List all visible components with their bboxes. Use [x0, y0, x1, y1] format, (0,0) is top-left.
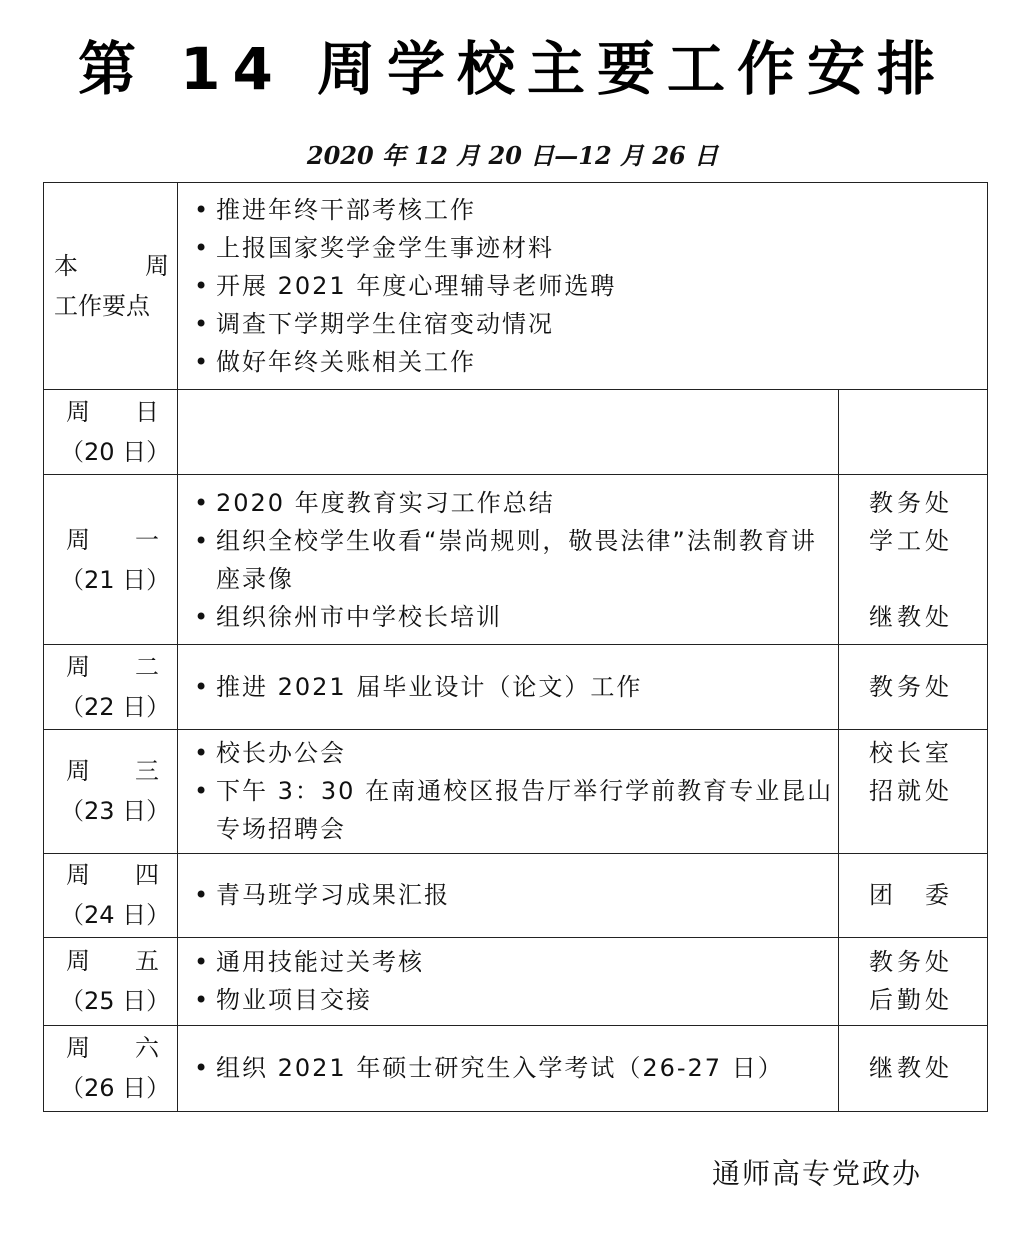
day-row-sunday	[44, 390, 988, 475]
day-name-a: 周	[66, 757, 90, 786]
day-tasks	[178, 853, 839, 937]
day-label	[44, 729, 178, 853]
key-point-item: • 上报国家奖学金学生事迹材料	[194, 229, 987, 267]
day-depts	[839, 390, 988, 475]
day-date: （23 日）	[60, 797, 171, 826]
task-item: • 2020 年度教育实习工作总结	[194, 484, 838, 522]
dept-label: 继教处	[869, 602, 953, 631]
day-tasks	[178, 1025, 839, 1111]
dept-label: 校长室	[869, 739, 953, 768]
task-item: • 下午 3：30 在南通校区报告厅举行学前教育专业昆山专场招聘会	[194, 772, 838, 848]
dept-label: 继教处	[869, 1054, 953, 1083]
issuer-signature: 通师高专党政办	[712, 1157, 923, 1190]
task-item: • 推进 2021 届毕业设计（论文）工作	[194, 668, 838, 706]
dept-label: 教务处	[869, 488, 953, 517]
day-tasks	[178, 729, 839, 853]
task-item: • 校长办公会	[194, 734, 838, 772]
day-name-a: 周	[66, 398, 90, 427]
dept-label: 教务处	[869, 948, 953, 977]
day-label	[44, 475, 178, 645]
day-name-b: 一	[135, 525, 159, 554]
task-item: • 物业项目交接	[194, 981, 838, 1019]
day-label	[44, 645, 178, 729]
day-tasks	[178, 475, 839, 645]
day-date: （20 日）	[60, 438, 171, 467]
day-depts	[839, 729, 988, 853]
key-points-cell	[178, 183, 988, 390]
key-point-item: • 调查下学期学生住宿变动情况	[194, 305, 987, 343]
day-depts	[839, 645, 988, 729]
day-depts	[839, 1025, 988, 1111]
day-label	[44, 937, 178, 1025]
day-depts	[839, 937, 988, 1025]
dept-label: 团 委	[869, 881, 953, 910]
key-point-item: • 推进年终干部考核工作	[194, 191, 987, 229]
day-tasks	[178, 937, 839, 1025]
dept-label	[869, 560, 987, 598]
key-points-label-b: 周	[145, 252, 169, 281]
key-points-row	[44, 183, 988, 390]
key-point-item: • 做好年终关账相关工作	[194, 343, 987, 381]
dept-label	[869, 810, 987, 848]
day-date: （21 日）	[60, 565, 171, 594]
day-row-thursday	[44, 853, 988, 937]
day-name-b: 四	[135, 861, 159, 890]
key-point-item: • 开展 2021 年度心理辅导老师选聘	[194, 267, 987, 305]
day-depts	[839, 475, 988, 645]
key-points-label	[44, 183, 178, 390]
task-item: • 组织徐州市中学校长培训	[194, 598, 838, 636]
day-date: （24 日）	[60, 901, 171, 930]
day-label	[44, 853, 178, 937]
dept-label: 教务处	[869, 673, 953, 701]
key-points-label-line2: 工作要点	[54, 292, 150, 321]
key-points-label-a: 本	[54, 252, 78, 281]
day-name-a: 周	[66, 947, 90, 976]
dept-label: 学工处	[869, 526, 953, 555]
day-name-a: 周	[66, 861, 90, 890]
day-name-a: 周	[66, 525, 90, 554]
task-item: • 组织全校学生收看“崇尚规则，敬畏法律”法制教育讲座录像	[194, 522, 838, 598]
day-name-b: 六	[135, 1034, 159, 1063]
day-name-a: 周	[66, 1034, 90, 1063]
task-item: • 青马班学习成果汇报	[194, 876, 838, 914]
day-name-b: 五	[135, 947, 159, 976]
day-name-b: 二	[135, 653, 159, 681]
day-row-tuesday	[44, 645, 988, 729]
day-row-wednesday	[44, 729, 988, 853]
day-name-a: 周	[66, 653, 90, 681]
day-label	[44, 390, 178, 475]
day-label	[44, 1025, 178, 1111]
task-item: • 通用技能过关考核	[194, 943, 838, 981]
key-points-list	[178, 189, 987, 383]
day-date: （26 日）	[60, 1074, 171, 1103]
dept-label: 招就处	[869, 777, 953, 806]
day-tasks	[178, 645, 839, 729]
day-depts	[839, 853, 988, 937]
schedule-table	[43, 182, 988, 1112]
day-date: （22 日）	[60, 693, 171, 721]
day-row-friday	[44, 937, 988, 1025]
day-row-monday	[44, 475, 988, 645]
day-name-b: 日	[135, 398, 159, 427]
day-tasks	[178, 390, 839, 475]
day-date: （25 日）	[60, 987, 171, 1016]
date-range: 2020 年 12 月 20 日—12 月 26 日	[306, 141, 719, 170]
page-title: 第 14 周学校主要工作安排	[77, 35, 948, 103]
task-item: • 组织 2021 年硕士研究生入学考试（26-27 日）	[194, 1049, 838, 1087]
dept-label: 后勤处	[869, 986, 953, 1015]
day-row-saturday	[44, 1025, 988, 1111]
day-name-b: 三	[135, 757, 159, 786]
